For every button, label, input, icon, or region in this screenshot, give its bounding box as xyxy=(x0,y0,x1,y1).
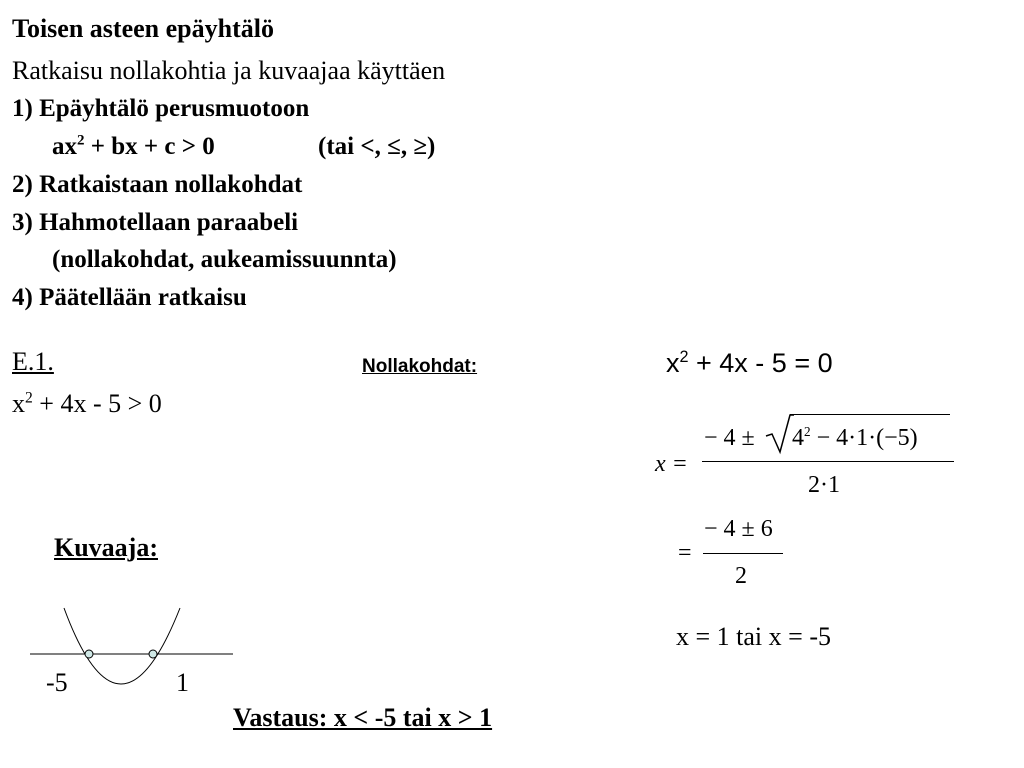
zero-point-right xyxy=(149,650,157,658)
formula-numerator-left: − 4 ± xyxy=(704,425,755,451)
formula-radicand: $4^2 - 4\cdot 1\cdot(-5)$ xyxy=(792,424,918,451)
example-inequality: $x^2 + 4x - 5 > 0$ xyxy=(12,389,162,418)
step-1-alternatives: (tai <, ≤, ≥) xyxy=(318,133,436,160)
formula-lhs: x = xyxy=(655,451,688,477)
step-3: 3) Hahmotellaan paraabeli xyxy=(12,209,299,236)
page-title: Toisen asteen epäyhtälö xyxy=(12,14,274,43)
parabola-curve xyxy=(64,608,180,684)
formula-fraction-bar xyxy=(702,461,954,462)
zeros-label: Nollakohdat: xyxy=(362,356,478,377)
zeros-equation: $x^2 + 4x - 5 = 0$ xyxy=(666,348,833,378)
roots: x = 1 tai x = -5 xyxy=(676,622,831,651)
step-3-note: (nollakohdat, aukeamissuunnta) xyxy=(52,246,397,273)
example-label: E.1. xyxy=(12,347,54,376)
graph-zero-left-label: -5 xyxy=(46,668,68,697)
step-2: 2) Ratkaistaan nollakohdat xyxy=(12,171,303,198)
graph-zero-right-label: 1 xyxy=(176,668,189,697)
sqrt-sign xyxy=(764,414,794,454)
step-1-formula: $ax^2$ + bx + c > 0 xyxy=(52,132,215,160)
formula-denominator-2: 2 xyxy=(735,563,747,589)
formula-denominator: 2·1 xyxy=(808,472,840,498)
sqrt-overline xyxy=(790,414,950,415)
page-subtitle: Ratkaisu nollakohtia ja kuvaajaa käyttäen xyxy=(12,56,446,85)
formula-fraction-bar-2 xyxy=(703,553,783,554)
formula-eq2: = xyxy=(678,540,692,566)
zero-point-left xyxy=(85,650,93,658)
parabola-graph xyxy=(0,600,240,700)
step-1: 1) Epäyhtälö perusmuotoon xyxy=(12,95,310,122)
formula-numerator-2: − 4 ± 6 xyxy=(704,516,773,542)
step-4: 4) Päätellään ratkaisu xyxy=(12,284,247,311)
graph-label: Kuvaaja: xyxy=(54,533,158,562)
answer: Vastaus: x < -5 tai x > 1 xyxy=(233,703,493,732)
